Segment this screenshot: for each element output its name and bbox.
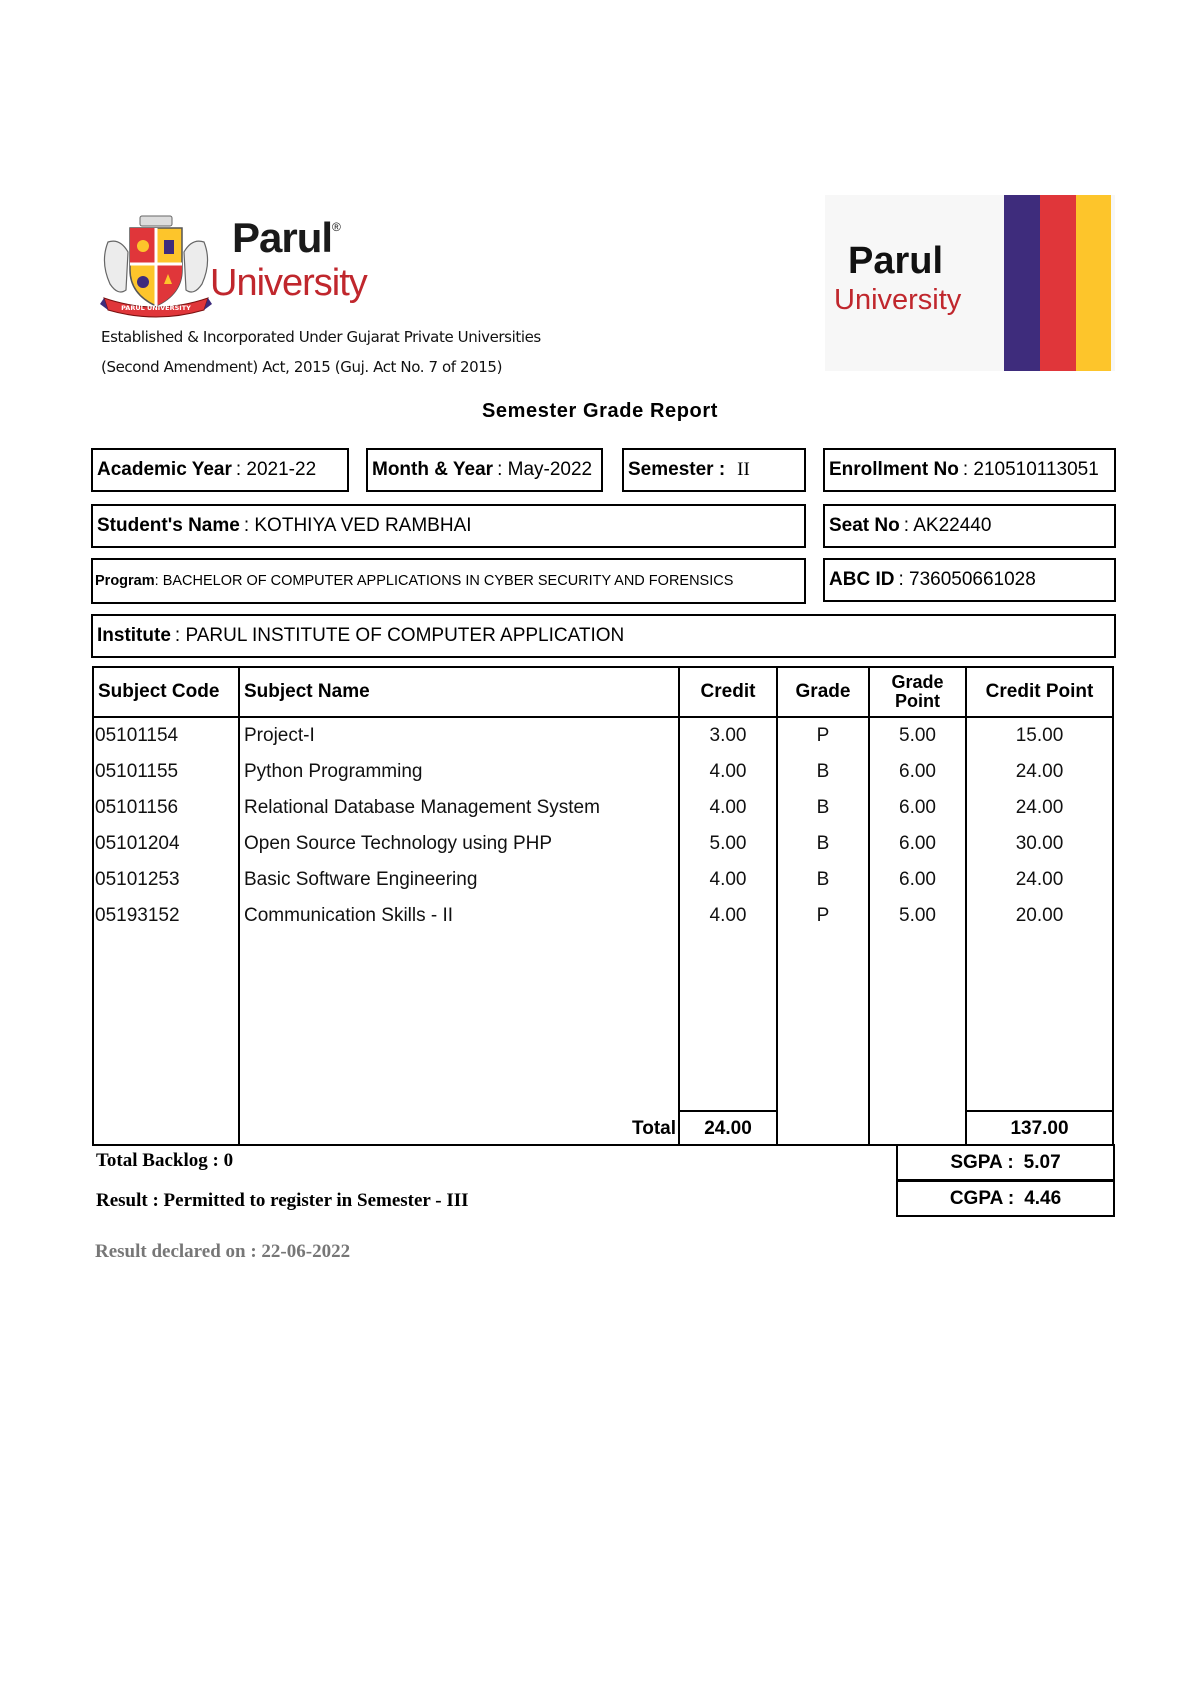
institute-label: Institute — [97, 625, 171, 646]
brand-bar-purple — [1004, 195, 1040, 371]
table-row — [94, 718, 1112, 754]
crest-banner-text: PARUL UNIVERSITY — [121, 304, 191, 312]
registered-mark: ® — [332, 220, 340, 234]
month-year-box — [366, 448, 603, 492]
cell-subject-code: 05193152 — [95, 905, 180, 926]
cell-credit: 4.00 — [709, 797, 747, 818]
cell-credit-point: 15.00 — [1015, 725, 1064, 746]
cgpa-label: CGPA : — [949, 1187, 1015, 1209]
cell-subject-name: Relational Database Management System — [244, 797, 600, 818]
cell-grade: B — [816, 833, 830, 854]
logo-wordmark-parul — [232, 214, 340, 262]
cell-grade: P — [816, 725, 830, 746]
enrollment-label: Enrollment No — [829, 459, 959, 480]
cell-subject-name: Python Programming — [244, 761, 423, 782]
header-grade-point-line2: Point — [895, 691, 940, 711]
table-row — [94, 898, 1112, 934]
cell-grade: B — [816, 869, 830, 890]
cgpa-box — [896, 1180, 1115, 1217]
header-grade-point — [870, 668, 965, 716]
cell-grade-point: 6.00 — [899, 761, 936, 782]
institute-box — [91, 614, 1116, 658]
report-title: Semester Grade Report — [481, 400, 719, 422]
logo-word-university: University — [210, 262, 367, 304]
university-crest-logo — [100, 212, 212, 320]
total-credit-point: 137.00 — [1010, 1118, 1069, 1139]
sgpa-label: SGPA : — [950, 1151, 1014, 1173]
abc-id-value: : 736050661028 — [898, 569, 1036, 590]
table-row — [94, 826, 1112, 862]
cell-credit-point: 30.00 — [1015, 833, 1064, 854]
cell-subject-name: Communication Skills - II — [244, 905, 454, 926]
establishment-line-1: Established & Incorporated Under Gujarat Private Universities — [101, 328, 541, 346]
cell-subject-code: 05101154 — [95, 725, 179, 746]
semester-value: II — [737, 459, 750, 480]
semester-box — [622, 448, 806, 492]
header-subject-code: Subject Code — [98, 681, 220, 702]
cell-grade: B — [816, 761, 830, 782]
establishment-notice — [101, 322, 541, 382]
cell-credit-point: 24.00 — [1015, 761, 1064, 782]
header-credit-point: Credit Point — [985, 681, 1094, 702]
seat-no-box — [823, 504, 1116, 548]
sgpa-box — [896, 1144, 1115, 1181]
cell-grade-point: 5.00 — [899, 905, 936, 926]
subject-grade-table — [92, 666, 1114, 1146]
brand-bar-red — [1040, 195, 1076, 371]
cell-credit-point: 24.00 — [1015, 797, 1064, 818]
program-value: : BACHELOR OF COMPUTER APPLICATIONS IN CYBER SECURITY AND FORENSICS — [154, 572, 734, 589]
cell-credit: 4.00 — [709, 761, 747, 782]
cell-credit: 3.00 — [709, 725, 747, 746]
cell-grade: B — [816, 797, 830, 818]
header-grade: Grade — [795, 681, 851, 702]
abc-id-label: ABC ID — [829, 569, 895, 590]
cell-subject-name: Open Source Technology using PHP — [244, 833, 553, 854]
cell-grade-point: 6.00 — [899, 869, 936, 890]
cell-credit: 5.00 — [709, 833, 747, 854]
cell-credit-point: 20.00 — [1015, 905, 1064, 926]
cell-credit-point: 24.00 — [1015, 869, 1064, 890]
enrollment-value: : 210510113051 — [962, 459, 1099, 480]
header-credit: Credit — [700, 681, 756, 702]
logo-word-parul: Parul — [232, 214, 333, 261]
total-label: Total — [632, 1118, 676, 1139]
cell-subject-code: 05101155 — [95, 761, 179, 782]
brand-bar-yellow — [1076, 195, 1111, 371]
academic-year-box — [91, 448, 349, 492]
sgpa-value: 5.07 — [1023, 1151, 1061, 1173]
program-label: Program — [95, 572, 155, 589]
right-logo-university: University — [834, 284, 962, 316]
cell-credit: 4.00 — [709, 905, 747, 926]
cell-grade: P — [816, 905, 830, 926]
cell-credit: 4.00 — [709, 869, 747, 890]
total-backlog: Total Backlog : 0 — [96, 1150, 234, 1171]
enrollment-box — [823, 448, 1116, 492]
header-grade-point-line1: Grade — [891, 672, 944, 692]
table-row — [94, 862, 1112, 898]
total-credit: 24.00 — [704, 1118, 752, 1139]
month-year-label: Month & Year — [372, 459, 494, 480]
result-declared-date: Result declared on : 22-06-2022 — [95, 1241, 351, 1262]
student-name-box — [91, 504, 806, 548]
cell-grade-point: 5.00 — [899, 725, 936, 746]
semester-label: Semester : — [628, 459, 726, 480]
institute-value: : PARUL INSTITUTE OF COMPUTER APPLICATION — [174, 625, 625, 646]
cell-subject-code: 05101253 — [95, 869, 180, 890]
cell-subject-code: 05101204 — [95, 833, 180, 854]
abc-id-box — [823, 558, 1116, 602]
cgpa-value: 4.46 — [1024, 1187, 1062, 1209]
table-row — [94, 754, 1112, 790]
academic-year-label: Academic Year — [97, 459, 232, 480]
student-name-value: : KOTHIYA VED RAMBHAI — [243, 515, 472, 536]
result-status: Result : Permitted to register in Semester - III — [96, 1190, 469, 1211]
cell-subject-name: Basic Software Engineering — [244, 869, 478, 890]
cell-subject-name: Project-I — [244, 725, 315, 746]
month-year-value: : May-2022 — [497, 459, 593, 480]
header-subject-name: Subject Name — [244, 681, 370, 702]
seat-no-value: : AK22440 — [903, 515, 992, 536]
cell-grade-point: 6.00 — [899, 797, 936, 818]
right-logo-parul: Parul — [848, 240, 944, 282]
seat-no-label: Seat No — [829, 515, 900, 536]
cell-grade-point: 6.00 — [899, 833, 936, 854]
table-row — [94, 790, 1112, 826]
program-box — [91, 558, 806, 604]
student-name-label: Student's Name — [97, 515, 240, 536]
academic-year-value: : 2021-22 — [235, 459, 317, 480]
establishment-line-2: (Second Amendment) Act, 2015 (Guj. Act No. 7 of 2015) — [101, 358, 503, 376]
cell-subject-code: 05101156 — [95, 797, 179, 818]
